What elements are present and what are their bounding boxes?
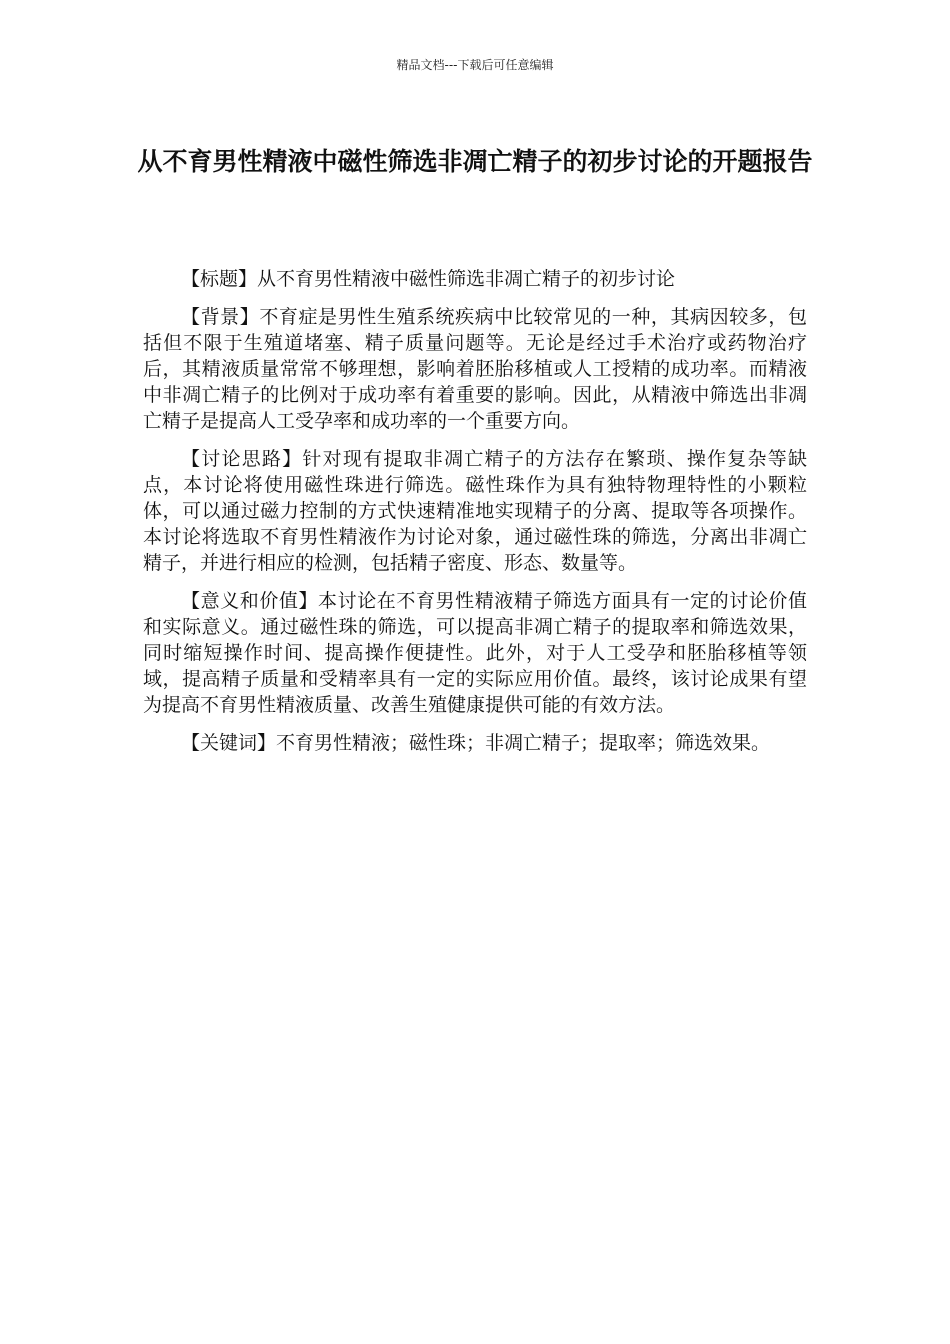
document-title: 从不育男性精液中磁性筛选非凋亡精子的初步讨论的开题报告 — [137, 147, 813, 176]
paragraph-keywords: 【关键词】不育男性精液；磁性珠；非凋亡精子；提取率；筛选效果。 — [181, 732, 771, 754]
paragraph-approach: 【讨论思路】针对现有提取非凋亡精子的方法存在繁琐、操作复杂等缺点，本讨论将使用磁性珠进行筛选。磁性珠作为具有独特物理特性的小颗粒体，可以通过磁力控制的方式快速精准地实现精子的分离、提取等各项操作。本讨论将选取不育男性精液作为讨论对象，通过磁性珠的筛选，分离出非凋亡精子，并进行相应的检测，包括精子密度、形态、数量等。 — [143, 448, 807, 574]
paragraph-title: 【标题】从不育男性精液中磁性筛选非凋亡精子的初步讨论 — [181, 268, 676, 290]
page-header-note: 精品文档---下载后可任意编辑 — [396, 58, 554, 72]
document-body — [143, 266, 807, 768]
paragraph-background: 【背景】不育症是男性生殖系统疾病中比较常见的一种，其病因较多，包括但不限于生殖道堵塞、精子质量问题等。无论是经过手术治疗或药物治疗后，其精液质量常常不够理想，影响着胚胎移植或人工授精的成功率。而精液中非凋亡精子的比例对于成功率有着重要的影响。因此，从精液中筛选出非凋亡精子是提高人工受孕率和成功率的一个重要方向。 — [143, 306, 807, 432]
paragraph-significance: 【意义和价值】本讨论在不育男性精液精子筛选方面具有一定的讨论价值和实际意义。通过磁性珠的筛选，可以提高非凋亡精子的提取率和筛选效果，同时缩短操作时间、提高操作便捷性。此外，对于人工受孕和胚胎移植等领域，提高精子质量和受精率具有一定的实际应用价值。最终，该讨论成果有望为提高不育男性精液质量、改善生殖健康提供可能的有效方法。 — [143, 590, 807, 716]
